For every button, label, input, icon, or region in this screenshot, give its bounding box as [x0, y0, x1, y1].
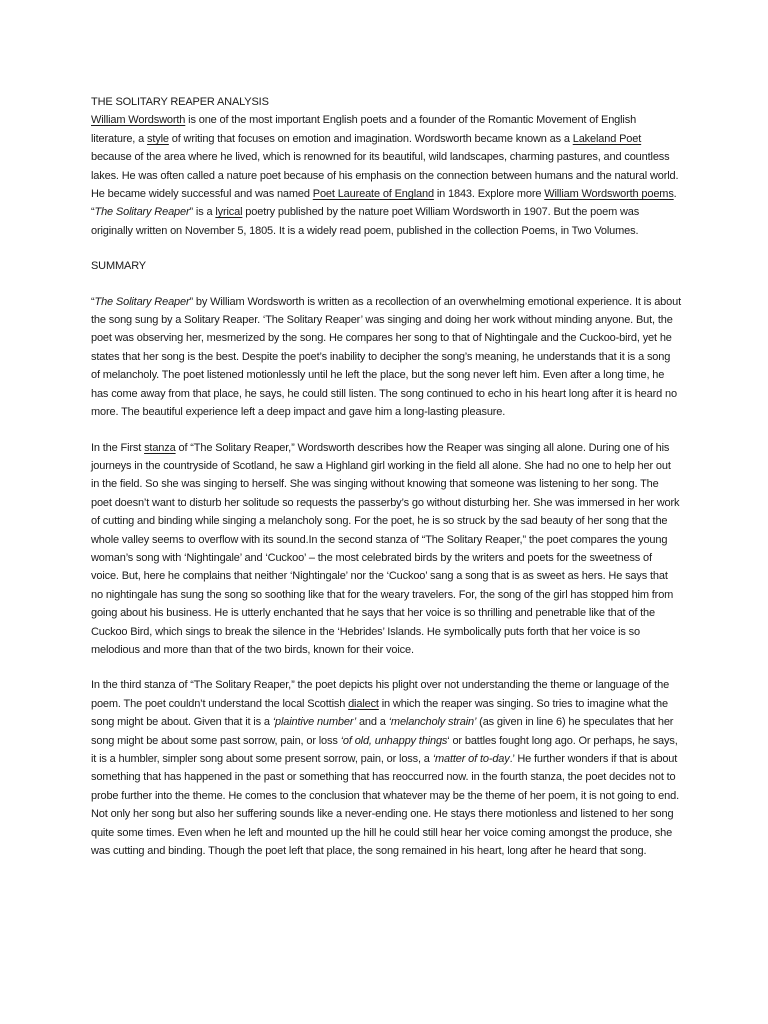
summary-heading: SUMMARY	[91, 260, 146, 273]
document-page	[91, 93, 681, 877]
para3-text-5: ‘ or battles fought long ago. Or perhaps, he says, it is a humbler, simpler song about some present sorrow, pain, or loss, a	[91, 734, 678, 765]
intro-text-7: poetry published by the nature poet William Wordsworth in 1907. But the poem was originally written on November 5, 1805. It is a widely read poem, published in the collection Poems, in Two Volumes.	[91, 206, 640, 237]
quote-matter-of-today: ‘matter of to-day	[432, 753, 510, 765]
para3-text-4: (as given in line 6) he speculates that her song might be about some past sorrow, pain, or loss	[91, 716, 674, 747]
intro-text-4: in 1843. Explore more	[433, 188, 545, 201]
intro-text-3: because of the area where he lived, which is renowned for its beautiful, wild landscapes, charming pastures, and countless lakes. He was often called a nature poet because of his emphasis on the connection between humans and the natural world. He became widely successful and was named	[91, 151, 679, 201]
intro-paragraph	[91, 111, 681, 240]
quote-unhappy-things: ‘of old, unhappy things	[340, 734, 448, 747]
quote-plaintive-number: ‘plaintive number’	[272, 716, 357, 729]
para3-text-1: In the third stanza of “The Solitary Reaper,” the poet depicts his plight over not understanding the theme or language of the poem. The poet couldn’t understand the local Scottish	[91, 679, 670, 710]
para3-text-2: in which the reaper was singing. So tries to imagine what the song might be about. Given that it is a	[91, 697, 668, 729]
intro-text-6: ” is a	[189, 206, 216, 219]
para2-text-2: of “The Solitary Reaper,” Wordsworth describes how the Reaper was singing all alone. During one of his journeys in the countryside of Scotland, he saw a Highland girl working in the field all alone. She had no one to help her out in the field. So she was singing to herself. She was singing without knowing that someone was listening to her song. The poet doesn’t want to disturb her solitude so requests the passerby’s go without disturbing her. She was immersed in her work of cutting and binding while singing a melancholy song. For the poet, he is so struck by the sad beauty of her song that the whole valley seems to overflow with its sound.In the second stanza of “The Solitary Reaper,” the poet compares the young woman’s song with ‘Nightingale’ and ‘Cuckoo’ – the most celebrated birds by the writers and poets for the sweetness of voice. But, here he complains that neither ‘Nightingale’ nor the ‘Cuckoo’ sang a song that is as sweet as hers. He says that no nightingale has sung the song so soothing like that for the weary travelers. For, the song of the girl has stopped him from going about his business. He is utterly enchanted that he says that her voice is so thrilling and penetrable like that of the Cuckoo Bird, which sings to break the silence in the ‘Hebrides’ Islands. He symbolically puts forth that her voice is so melodious and more than that of the two birds, known for their voice.	[91, 441, 680, 656]
intro-text-1: is one of the most important English poets and a founder of the Romantic Movement of English literature, a	[91, 114, 637, 145]
stanza-one-two-paragraph	[91, 439, 681, 660]
summary-text-1: ” by William Wordsworth is written as a recollection of an overwhelming emotional experience. It is about the song sung by a Solitary Reaper. ‘The Solitary Reaper’ was singing and doing her work without minding anyone. But, the poet was observing her, mesmerized by the song. He compares her song to that of Nightingale and the Cuckoo-bird, yet he states that her song is the best. Despite the poet’s inability to decipher the song’s meaning, he understands that it is a song of melancholy. The poet listened motionlessly until he left the place, but the song never left him. Even after a long time, he has come away from that place, he says, he could still listen. The song continued to echo in his heart long after it is heard no more. The beautiful experience left a deep impact and gave him a long-lasting pleasure.	[91, 295, 681, 419]
para3-text-6: .’ He further wonders if that is about something that has happened in the past or something that has reoccurred now. in the fourth stanza, the poet decides not to probe further into the theme. He comes to the conclusion that whatever may be the theme of her poem, it is not going to end. Not only her song but also her suffering sounds like a never-ending one. He stays there motionless and listened to her song quite some times. Even when he left and mounted up the hill he could still hear her voice coming amongst the produce, she was cutting and binding. Though the poet left that place, the song remained in his heart, long after he heard that song.	[91, 753, 679, 858]
link-style[interactable]: style	[146, 132, 169, 145]
intro-poem-title: The Solitary Reaper	[94, 206, 190, 219]
quote-melancholy-strain: ‘melancholy strain’	[388, 716, 477, 729]
document-title: THE SOLITARY REAPER ANALYSIS	[91, 96, 269, 108]
link-stanza[interactable]: stanza	[144, 441, 176, 454]
para3-text-3: and a	[356, 716, 389, 729]
link-dialect[interactable]: dialect	[348, 697, 379, 710]
link-wordsworth-poems[interactable]: William Wordsworth poems	[544, 188, 674, 201]
link-william-wordsworth[interactable]: William Wordsworth	[91, 114, 186, 127]
summary-paragraph	[91, 293, 681, 422]
summary-text-0: “	[91, 295, 95, 308]
para2-text-1: In the First	[91, 441, 145, 454]
link-poet-laureate[interactable]: Poet Laureate of England	[312, 188, 434, 201]
summary-poem-title: The Solitary Reaper	[94, 295, 190, 308]
link-lakeland-poet[interactable]: Lakeland Poet	[572, 132, 642, 145]
link-lyrical[interactable]: lyrical	[215, 206, 243, 219]
stanza-three-four-paragraph	[91, 676, 681, 860]
intro-text-5: . “	[91, 188, 677, 219]
intro-text-2: of writing that focuses on emotion and imagination. Wordsworth became known as a	[168, 132, 573, 145]
